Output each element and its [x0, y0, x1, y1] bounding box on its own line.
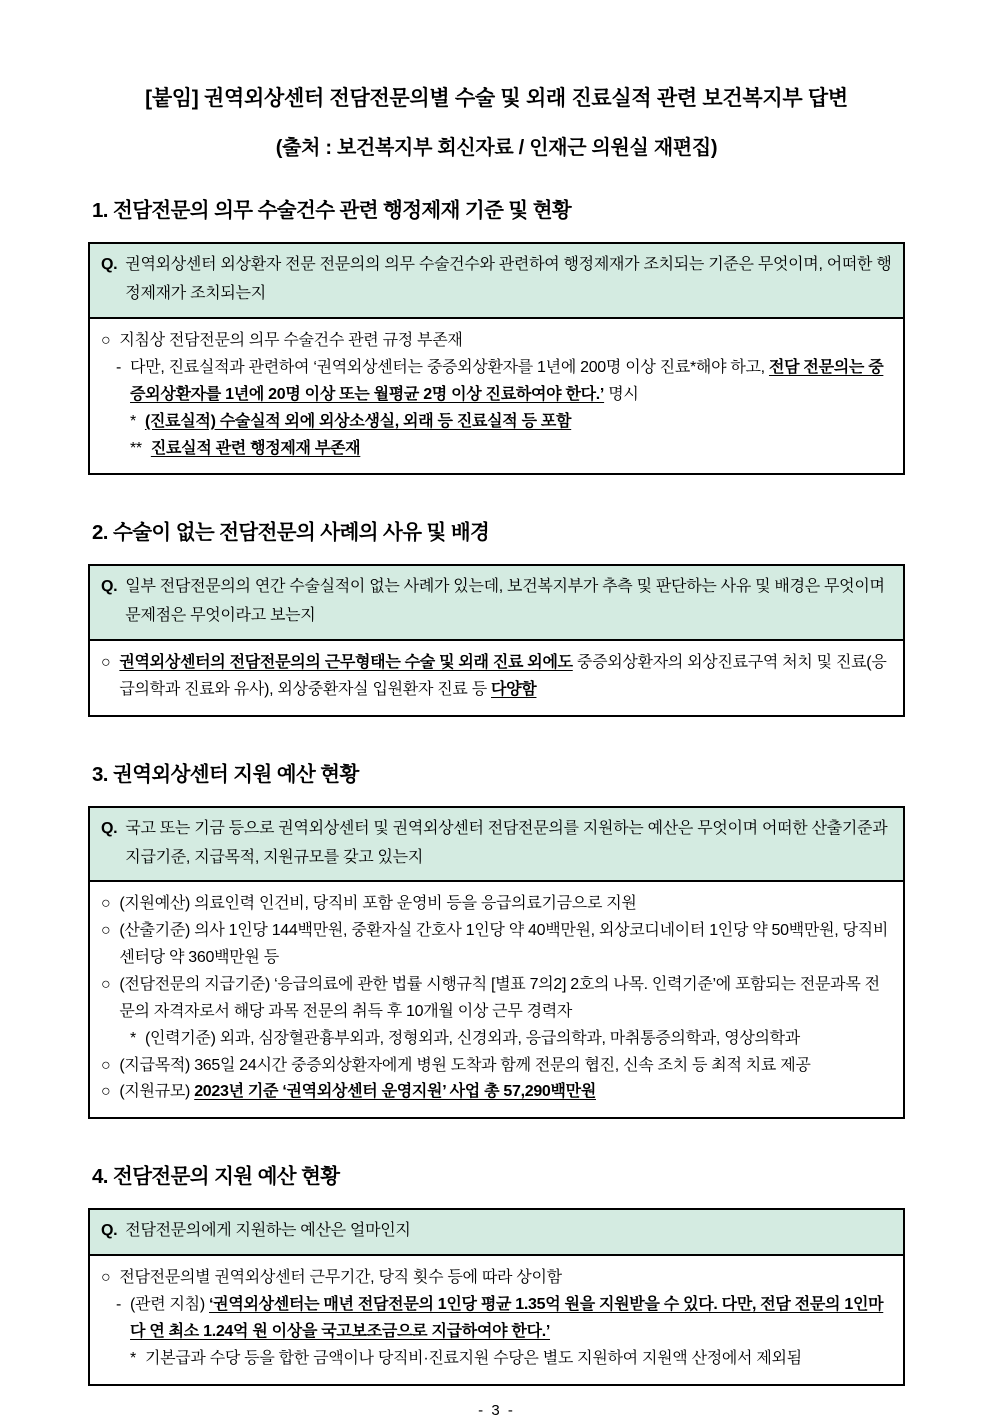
answer-text [145, 1026, 892, 1053]
answer-text [151, 436, 892, 463]
question-row [90, 244, 903, 319]
answer-segment: 지침상 전담전문의 의무 수술건수 관련 규정 부존재 [119, 332, 463, 350]
answer-text [119, 918, 892, 972]
answer-row [90, 882, 903, 1117]
answer-text [119, 1265, 892, 1292]
answer-line [101, 1079, 892, 1106]
answer-line [101, 328, 892, 355]
answer-text [119, 650, 892, 704]
question-row [90, 808, 903, 883]
answer-segment-emphasis: 다양함 [491, 680, 537, 698]
answer-segment: 기본급과 수당 등을 합한 금액이나 당직비·진료지원 수당은 별도 지원하여 지원액 산정에서 제외됨 [144, 1349, 802, 1367]
answer-segment: (전담전문의 지급기준) ‘응급의료에 관한 법률 시행규칙 [별표 7의2] 2호의 나목. 인력기준’에 포함되는 전문과목 전문의 자격자로서 해당 과목 전문의 취득 후 10개월 이상 근무 경력자 [119, 975, 880, 1020]
answer-segment: (지급목적) 365일 24시간 중증외상환자에게 병원 도착과 함께 전문의 협진, 신속 조치 등 최적 치료 제공 [119, 1056, 811, 1074]
answer-text [119, 972, 892, 1026]
answer-line [101, 1053, 892, 1080]
qa-box-3 [88, 806, 905, 1120]
answer-segment: (관련 지침) [130, 1296, 210, 1314]
answer-text [130, 1292, 892, 1346]
answer-row [90, 1256, 903, 1384]
asterisk-bullet: * [130, 412, 136, 430]
circle-bullet: ○ [101, 975, 111, 993]
answer-row [90, 319, 903, 473]
answer-segment: (산출기준) 의사 1인당 144백만원, 중환자실 간호사 1인당 약 40백만원, 외상코디네이터 1인당 약 50백만원, 당직비 센터당 약 360백만원 등 [119, 922, 888, 967]
answer-segment: 다만, 진료실적과 관련하여 ‘권역외상센터는 중증외상환자를 1년에 200명 이상 진료*해야 하고, [130, 358, 769, 376]
answer-text [130, 355, 892, 409]
section-heading-3: 3. 권역외상센터 지원 예산 현황 [92, 762, 359, 786]
circle-bullet: ○ [101, 654, 111, 671]
asterisk-bullet: * [130, 1349, 136, 1367]
section-heading-2: 2. 수술이 없는 전담전문의 사례의 사유 및 배경 [92, 521, 490, 545]
answer-line [101, 650, 892, 704]
question-row [90, 1210, 903, 1256]
answer-line [101, 1346, 892, 1373]
dash-bullet: - [116, 358, 122, 376]
answer-text [119, 1053, 892, 1080]
question-text: 일부 전담전문의의 연간 수술실적이 없는 사례가 있는데, 보건복지부가 추측 및 판단하는 사유 및 배경은 무엇이며 문제점은 무엇이라고 보는지 [125, 578, 885, 625]
answer-line [101, 972, 892, 1026]
answer-line [101, 1292, 892, 1346]
answer-segment-emphasis: 권역외상센터의 전담전문의의 근무형태는 수술 및 외래 진료 외에도 [119, 654, 573, 671]
answer-segment: (인력기준) 외과, 심장혈관흉부외과, 정형외과, 신경외과, 응급의학과, 마취통증의학과, 영상의학과 [144, 1029, 800, 1047]
answer-line [101, 918, 892, 972]
question-row [90, 566, 903, 641]
circle-bullet: ○ [101, 332, 111, 350]
qa-box-2 [88, 564, 905, 716]
answer-segment: 전담전문의별 권역외상센터 근무기간, 당직 횟수 등에 따라 상이함 [119, 1269, 562, 1287]
page-number: - 3 - [478, 1401, 515, 1419]
answer-segment: (지원규모) [119, 1083, 195, 1101]
question-text: 전담전문의에게 지원하는 예산은 얼마인지 [125, 1222, 411, 1240]
answer-line [101, 355, 892, 409]
q-label: Q. [101, 1222, 118, 1240]
question-text: 권역외상센터 외상환자 전문 전문의의 의무 수술건수와 관련하여 행정제재가 조치되는 기준은 무엇이며, 어떠한 행정제재가 조치되는지 [125, 256, 892, 303]
answer-line [101, 409, 892, 436]
answer-line [101, 436, 892, 463]
answer-segment: 중증외상환자의 외상진료구역 처치 및 진료(응급의학과 진료와 유사), 외상중환자실 입원환자 진료 등 [119, 654, 887, 698]
answer-segment-emphasis: ‘권역외상센터는 매년 전담전문의 1인당 평균 1.35억 원을 지원받을 수 있다. 다만, 전담 전문의 1인마다 연 최소 1.24억 원 이상을 국고보조금으로 지급하여야 한다.’ [130, 1296, 884, 1340]
dash-bullet: - [116, 1296, 122, 1314]
circle-bullet: ○ [101, 895, 111, 913]
answer-segment-emphasis: (진료실적) 수술실적 외에 외상소생실, 외래 등 진료실적 등 포함 [144, 412, 572, 430]
double-asterisk-bullet: ** [130, 439, 142, 457]
answer-text [119, 891, 892, 918]
section-heading-1: 1. 전담전문의 의무 수술건수 관련 행정제재 기준 및 현황 [92, 199, 572, 223]
answer-segment-emphasis: 2023년 기준 ‘권역외상센터 운영지원’ 사업 총 57,290백만원 [194, 1083, 596, 1101]
circle-bullet: ○ [101, 1083, 111, 1101]
circle-bullet: ○ [101, 1269, 111, 1287]
q-label: Q. [101, 256, 118, 274]
answer-segment-emphasis: 진료실적 관련 행정제재 부존재 [150, 439, 361, 457]
circle-bullet: ○ [101, 922, 111, 940]
answer-line [101, 1265, 892, 1292]
answer-row [90, 641, 903, 715]
asterisk-bullet: * [130, 1029, 136, 1047]
answer-text [119, 328, 892, 355]
qa-box-4 [88, 1208, 905, 1385]
answer-segment: (지원예산) 의료인력 인건비, 당직비 포함 운영비 등을 응급의료기금으로 지원 [119, 895, 637, 913]
answer-text [145, 409, 892, 436]
circle-bullet: ○ [101, 1056, 111, 1074]
q-label: Q. [101, 819, 118, 837]
document-subtitle: (출처 : 보건복지부 회신자료 / 인재근 의원실 재편집) [275, 137, 718, 160]
qa-box-1 [88, 242, 905, 475]
q-label: Q. [101, 578, 118, 596]
answer-segment: 명시 [604, 385, 639, 403]
section-heading-4: 4. 전담전문의 지원 예산 현황 [92, 1165, 340, 1189]
document-title: [붙임] 권역외상센터 전담전문의별 수술 및 외래 진료실적 관련 보건복지부 답변 [145, 87, 848, 110]
answer-segment-emphasis: 전담 전문의는 중증외상환자를 1년에 20명 이상 또는 월평균 2명 이상 진료하여야 한다.’ [130, 358, 884, 403]
answer-line [101, 1026, 892, 1053]
answer-text [119, 1079, 892, 1106]
answer-line [101, 891, 892, 918]
question-text: 국고 또는 기금 등으로 권역외상센터 및 권역외상센터 전담전문의를 지원하는 예산은 무엇이며 어떠한 산출기준과 지급기준, 지급목적, 지원규모를 갖고 있는지 [125, 819, 888, 866]
answer-text [145, 1346, 892, 1373]
